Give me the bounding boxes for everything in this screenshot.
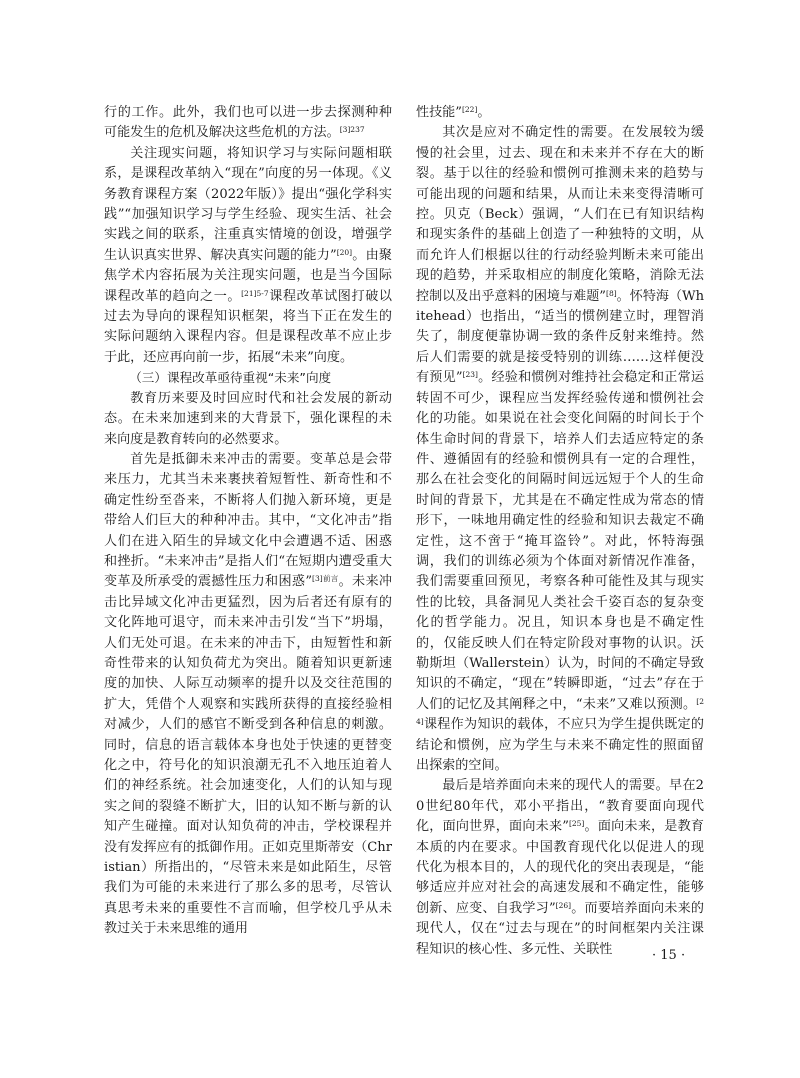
page-number: · 15 · bbox=[652, 948, 686, 963]
citation: [25] bbox=[568, 819, 585, 829]
left-column bbox=[104, 103, 392, 940]
paragraph: 性技能”[22]。 bbox=[416, 105, 491, 120]
section-heading: （三）课程改革亟待重视“未来”向度 bbox=[129, 370, 332, 386]
citation: [21]5-7 bbox=[241, 288, 269, 298]
citation: [23] bbox=[462, 370, 478, 380]
paragraph: 最后是培养面向未来的现代人的需要。早在20世纪80年代，邓小平指出，“教育要面向现代化，面向世界，面向未来”[25]。面向未来，是教育本质的内在要求。中国教育现代化以促进人的现代化为根本目的，人的现代化的突出表现是，“能够适应并应对社会的高速发展和不确定性，能够创新、应变、自我学习”[26]。而要培养面向未来的现代人，仅在“过去与现在”的时间框架内关注课程知识的核心性、多元性、关联性 bbox=[416, 778, 704, 957]
citation: [26] bbox=[555, 900, 572, 910]
citation: [3]前言 bbox=[312, 574, 339, 584]
right-column bbox=[416, 103, 704, 960]
paragraph: 行的工作。此外，我们也可以进一步去探测种种可能发生的危机及解决这些危机的方法。$^{[3]237}$ bbox=[104, 105, 392, 141]
paragraph: 首先是抵御未来冲击的需要。变革总是会带来压力，尤其当未来裹挟着短暂性、新奇性和不确定性纷至沓来，不断将人们抛入新环境，更是带给人们巨大的种种冲击。其中，“文化冲击”指人们在进入陌生的异域文化中会遭遇不适、困惑和挫折。“未来冲击”是指人们“在短期内遭受重大变革及所承受的震撼性压力和困惑”$^{[3]前言}$。未来冲击比异域文化冲击更猛烈，因为后者还有原有的文化阵地可退守，而未来冲击引发“当下”坍塌，人们无处可退。在未来的冲击下，由短暂性和新奇性带来的认知负荷尤为突出。随着知识更新速度的加快、人际互动频率的提升以及交往范围的扩大，凭借个人观察和实践所获得的直接经验相对减少，人们的感官不断受到各种信息的刺激。同时，信息的语言载体本身也处于快速的更替变化之中，符号化的知识浪潮无孔不入地压迫着人们的神经系统。社会加速变化，人们的认知与现实之间的裂缝不断扩大，旧的认知不断与新的认知产生碰撞。面对认知负荷的冲击，学校课程并没有发挥应有的抵御作用。正如克里斯蒂安（Christian）所指出的，“尽管未来是如此陌生，尽管我们为可能的未来进行了那么多的思考，尽管认真思考未来的重要性不言而喻，但学校几乎从未教过关于未来思维的通用 bbox=[104, 451, 392, 937]
paragraph: 其次是应对不确定性的需要。在发展较为缓慢的社会里，过去、现在和未来并不存在大的断裂。基于以往的经验和惯例可推测未来的趋势与可能出现的问题和结果，从而让未来变得清晰可控。贝克（Beck）强调，“人们在已有知识结构和现实条件的基础上创造了一种独特的文明，从而允许人们根据以往的行动经验判断未来可能出现的趋势，并采取相应的制度化策略，消除无法控制以及出乎意料的困境与难题”[8]。怀特海（Whitehead）也指出，“适当的惯例建立时，理智消失了，制度便靠协调一致的条件反射来维持。然后人们需要的就是接受特别的训练……这样便没有预见”[23]。经验和惯例对维持社会稳定和正常运转固不可少，课程应当发挥经验传递和惯例社会化的功能。如果说在社会变化间隔的时间长于个体生命时间的背景下，培养人们去适应特定的条件、遵循固有的经验和惯例具有一定的合理性，那么在社会变化的间隔时间远远短于个人的生命时间的背景下，尤其是在不确定性成为常态的情形下，一味地用确定性的经验和知识去裁定不确定性，这不啻于“掩耳盗铃”。对此，怀特海强调，我们的训练必须为个体面对新情况作准备，我们需要重回预见，考察各种可能性及其与现实性的比较，具备洞见人类社会千姿百态的复杂变化的哲学能力。况且，知识本身也是不确定性的，仅能反映人们在特定阶段对事物的认识。沃勒斯坦（Wallerstein）认为，时间的不确定导致知识的不确定，“现在”转瞬即逝，“过去”存在于人们的记忆及其阐释之中，“未来”又难以预测。[24]课程作为知识的载体，不应只为学生提供既定的结论和惯例，应为学生与未来不确定性的照面留出探索的空间。 bbox=[416, 125, 705, 773]
citation: [20] bbox=[336, 247, 353, 257]
citation: [22] bbox=[461, 105, 478, 114]
citation: [24] bbox=[416, 696, 704, 727]
paragraph: 关注现实问题，将知识学习与实际问题相联系，是课程改革纳入“现在”向度的另一体现。《义务教育课程方案（2022年版）》提出“强化学科实践”“加强知识学习与学生经验、现实生活、社会实践之间的联系，注重真实情境的创设，增强学生认识真实世界、解决真实问题的能力”[20]。由聚焦学术内容拓展为关注现实问题，也是当今国际课程改革的趋向之一。$^{[21]5-7}$课程改革试图打破以过去为导向的课程知识框架，将当下正在发生的实际问题纳入课程内容。但是课程改革不应止步于此，还应再向前一步，拓展“未来”向度。 bbox=[104, 145, 393, 365]
paragraph: 教育历来要及时回应时代和社会发展的新动态。在未来加速到来的大背景下，强化课程的未来向度是教育转向的必然要求。 bbox=[104, 390, 392, 447]
citation: [8] bbox=[606, 288, 617, 298]
citation: [3]237 bbox=[339, 125, 365, 135]
